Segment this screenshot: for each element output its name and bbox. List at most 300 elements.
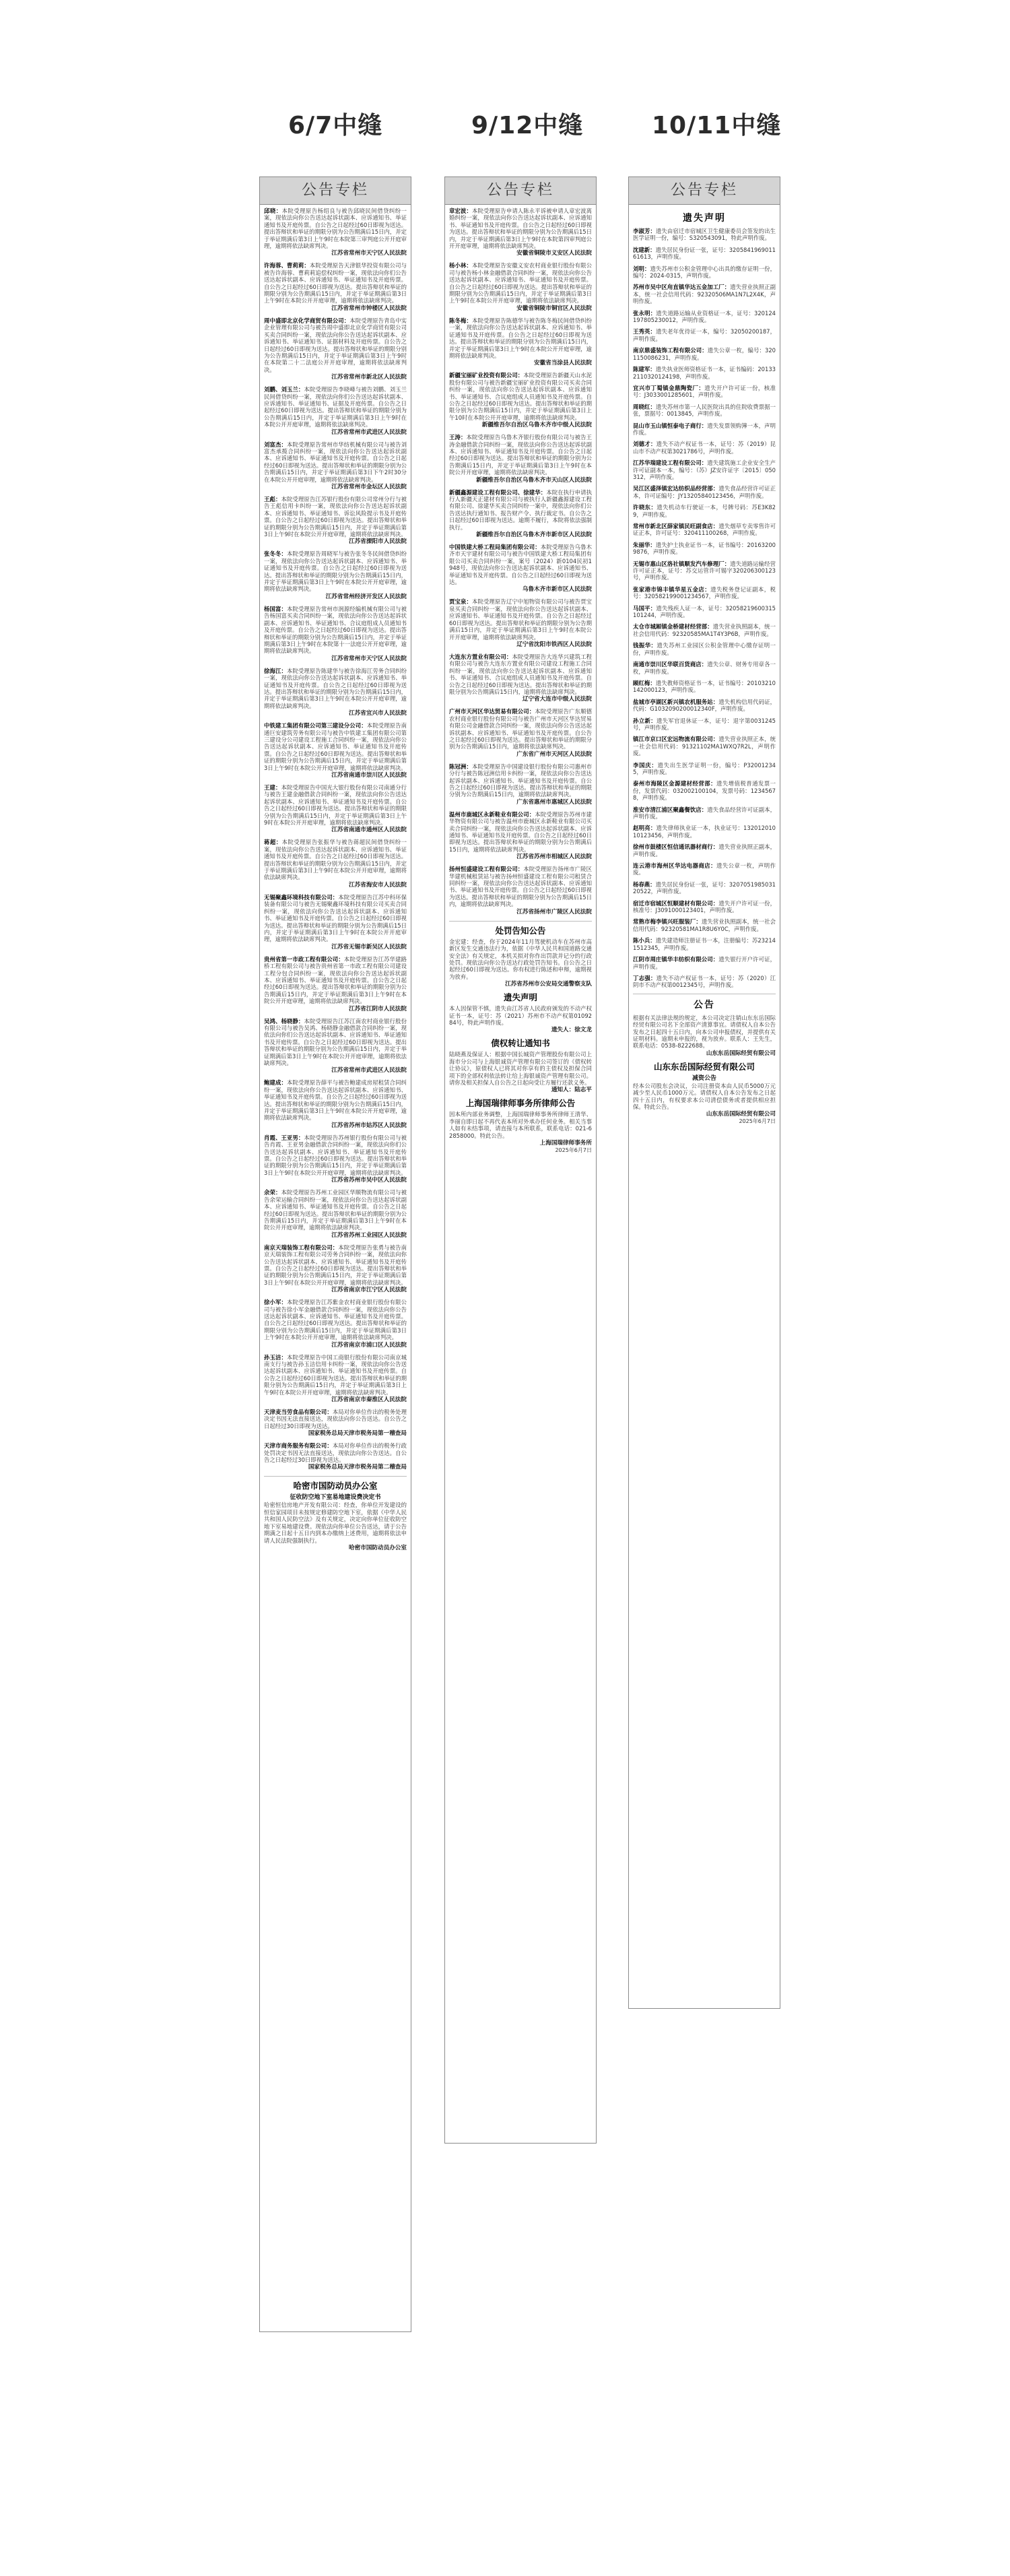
section-title: 遗失声明 <box>503 992 537 1003</box>
notice-item <box>633 247 776 261</box>
notice-signature: 辽宁省大连市中级人民法院 <box>522 696 592 703</box>
notice-addressee: 中国铁建大桥工程局集团有限公司： <box>449 544 541 551</box>
notice-signature: 江苏省苏州工业园区人民法院 <box>331 1231 407 1239</box>
notice-addressee: 周晓红： <box>633 403 656 410</box>
notice-body: 遗失营业执照副本，统一社会信用代码：92320581MA1R8U6Y0C，声明作废。 <box>633 918 776 932</box>
section-title: 山东东岳国际经贸有限公司 <box>653 1061 755 1072</box>
notice-body: 遗失烟草专卖零售许可证正本，许可证号：320411100268，声明作废。 <box>633 523 776 537</box>
section-title: 处罚告知公告 <box>495 925 546 936</box>
notice-addressee: 徐小军： <box>264 1299 287 1306</box>
notice-addressee: 吴鸿、杨晓静： <box>264 1017 304 1025</box>
notice-body: 遗失教师资格证书一本，证书编号：20103210142000123，声明作废。 <box>633 679 776 694</box>
notice-addressee: 张永明： <box>633 309 656 317</box>
section-text: 陆晓燕及保证人：根据中国长城资产管理股份有限公司上海市分公司与上海银诚资产管理有限公司签订的《债权转让协议》，原债权人已将其对你享有的主债权及担保合同项下的全部权利依法转让给上海银诚资产管理有限公司。请你及相关担保人自公告之日起向受让方履行还款义务。 <box>449 1051 592 1086</box>
column-header: 公告专栏 <box>629 177 780 205</box>
notice-item <box>633 265 776 280</box>
notice-text <box>264 1442 407 1463</box>
notice-item <box>633 806 776 820</box>
section-date: 2025年6月7日 <box>555 1147 592 1153</box>
notice-item <box>264 550 407 600</box>
section-text: 哈密恒信房地产开发有限公司：经查，你单位开发建设的恒信家园项目未按规定修建防空地下室，依据《中华人民共和国人民防空法》及有关规定，决定向你单位征收防空地下室易地建设费。现依法向你单位公告送达，请于公告期满之日起十五日内到本办缴纳上述费用，逾期将依法申请人民法院强制执行。 <box>264 1502 407 1544</box>
notice-addressee: 南京天瑞装饰工程有限公司： <box>264 1244 339 1251</box>
notice-addressee: 吴江区盛泽镇宏达纺织品经营部： <box>633 485 719 492</box>
notice-signature: 江苏省常州市钟楼区人民法院 <box>331 304 407 312</box>
column-body <box>260 205 411 1557</box>
section-text: 金宏建：经查，你于2024年11月驾驶机动车在苏州市高新区发生交通违法行为，依据《中华人民共和国道路交通安全法》有关规定，本机关拟对你作出罚款并记分的行政处罚。现依法向你公告送达行政处罚告知书。自公告之日起经过60日即视为送达。你有权进行陈述和申辩，逾期视为放弃。 <box>449 938 592 980</box>
notice-item <box>633 284 776 304</box>
notice-body: 遗失食品经营许可证副本，声明作废。 <box>633 806 776 820</box>
notice-item <box>633 366 776 380</box>
notice-body: 遗失居民身份证一张，证号：320584196901161613，声明作废。 <box>633 246 776 261</box>
notice-body: 本院受理原告申请人陈永平诉被申请人章宏波离婚纠纷一案，现依法向你公告送达起诉状副本、应诉通知书、举证通知书及开庭传票。自公告之日起经过60日即视为送达。提出答辩状和举证的期限分别为公告期满后15日内，并定于举证期满后第3日上午9时在本院第四审判庭公开开庭审理，逾期将依法缺席判决。 <box>449 207 592 250</box>
notice-signature: 江苏省常州市天宁区人民法院 <box>331 655 407 662</box>
notice-item <box>264 668 407 717</box>
notice-text <box>449 763 592 798</box>
section-text: 因本所内部业务调整，上海国瑞律师事务所律师王清华、李丽自即日起不再代表本所对外承办任何业务。相关当事人如有未结事项，请直接与本所联系，联系电话：021-62858000。特此公告。 <box>449 1111 592 1139</box>
notice-text <box>449 653 592 695</box>
notice-addressee: 马国平： <box>633 604 656 612</box>
notice-body: 本院受理原告南通巨安建筑劳务有限公司与被告中铁建工集团有限公司第三建设分公司建设工程施工合同纠纷一案，现依法向你公告送达起诉状副本、应诉通知书、举证通知书及开庭传票。自公告之日起经过60日即视为送达。提出答辩状和举证的期限分别为公告期满后15日内，并定于举证期满后第3日上午9时在本院公开开庭审理，逾期将依法缺席判决。 <box>264 722 407 771</box>
notice-body: 遗失苏州市第一人民医院出具的住院收费票据一张，票据号：0013845，声明作废。 <box>633 403 776 418</box>
notice-addressee: 刘明： <box>633 265 650 272</box>
notice-text <box>449 544 592 585</box>
column-body <box>445 205 596 1159</box>
notice-text <box>264 784 407 826</box>
notice-item <box>633 523 776 537</box>
section-text: 根据有关法律法规的规定，本公司决定注销山东东岳国际经贸有限公司名下全部资产清算事宜。请债权人自本公告发布之日起四十五日内，向本公司申报债权，并提供有关证明材料。逾期未申报的，视为放弃。联系人：王先生，联系电话：0538-8222688。 <box>633 1014 776 1050</box>
notice-body: 遗失开户许可证一份，核准号：J3033001285601，声明作废。 <box>633 384 776 399</box>
notice-item <box>633 560 776 581</box>
notice-text <box>633 661 776 675</box>
notice-body: 本院受理原告江苏江南农村商业银行股份有限公司与被告吴鸿、杨晓静金融借款合同纠纷一案，现依法向你们公告送达起诉状副本、应诉通知书、举证通知书及开庭传票。自公告之日起经过60日即视为送达。提出答辩状和举证的期限分别为公告期满后15日内，并定于举证期满后第3日上午9时在本院公开开庭审理，逾期将依法缺席判决。 <box>264 1017 407 1066</box>
notice-signature: 广东省惠州市惠城区人民法院 <box>516 798 592 806</box>
notice-item <box>264 1244 407 1294</box>
notice-text <box>449 708 592 750</box>
notice-text <box>264 839 407 880</box>
notice-item <box>449 207 592 257</box>
notice-item <box>449 489 592 539</box>
notice-item <box>264 496 407 546</box>
notice-text <box>633 228 776 242</box>
notice-text <box>633 680 776 694</box>
column-title-2: 9/12中缝 <box>471 112 584 139</box>
notice-body: 本院受理原告江苏中科环保装备有限公司与被告无锡聚鑫环境科技有限公司买卖合同纠纷一案，现依法向你公告送达起诉状副本、应诉通知书、举证通知书及开庭传票。自公告之日起经过60日即视为送达。提出答辩状和举证的期限分别为公告期满后15日内，并定于举证期满后第3日上午9时在本院公开开庭审理，逾期将依法缺席判决。 <box>264 893 407 943</box>
notice-addressee: 蒋超： <box>264 839 282 846</box>
column-body <box>629 205 780 1130</box>
notice-signature: 江苏省南京市秦淮区人民法院 <box>331 1396 407 1404</box>
notice-body: 本院受理原告苏州银行股份有限公司与被告肖霞、王亚男金融借款合同纠纷一案，现依法向你们公告送达起诉状副本、应诉通知书、举证通知书及开庭传票。自公告之日起经过60日即视为送达。提出答辩状和举证的期限分别为公告期满后15日内，并定于举证期满后第3日上午9时在本院公开开庭审理，逾期将依法缺席判决。 <box>264 1134 407 1176</box>
notice-addressee: 泰州市海陵区金源建材经营部： <box>633 780 716 787</box>
notice-addressee: 张家港市锦丰镇华星五金店： <box>633 585 711 593</box>
section-subtitle: 减资公告 <box>692 1074 716 1082</box>
notice-text <box>633 247 776 261</box>
notice-addressee: 陈冠洲： <box>449 763 472 770</box>
notice-body: 本院受理原告天津银华投资有限公司与被告许海蓉、曹莉莉追偿权纠纷一案，现依法向你们公告送达起诉状副本、应诉通知书、举证通知书及开庭传票。自公告之日起经过60日即视为送达。提出答辩状和举证的期限分别为公告期满后15日内，并定于举证期满后第3日上午9时在本院公开开庭审理，逾期将依法缺席判决。 <box>264 262 407 304</box>
notice-item <box>449 317 592 367</box>
announcement-column-2 <box>444 176 597 2144</box>
section-signature: 哈密市国防动员办公室 <box>349 1544 407 1551</box>
notice-item <box>633 404 776 418</box>
notice-item <box>633 862 776 876</box>
notice-body: 遗失苏州市公积金管理中心出具的缴存证明一份，编号：2024-0315，声明作废。 <box>633 265 776 280</box>
notice-text <box>264 1354 407 1396</box>
notice-addressee: 孙立新： <box>633 717 656 724</box>
notice-body: 遗失公章、财务专用章各一枚，声明作废。 <box>633 661 776 675</box>
notice-body: 本院受理原告新疆天山水泥股份有限公司与被告新疆宝丽矿业投资有限公司买卖合同纠纷一案，现依法向你公告送达起诉状副本、应诉通知书、举证通知书、合议庭组成人员通知书及开庭传票。自公告之日起经过60日即视为送达。提出答辩状和举证的期限分别为公告期满后15日内，并定于举证期满后第3日上午10时在本院公开开庭审理，逾期将依法缺席判决。 <box>449 372 592 421</box>
notice-text <box>633 542 776 556</box>
notice-text <box>264 496 407 538</box>
notice-signature: 江苏省无锡市新吴区人民法院 <box>331 943 407 951</box>
notice-body: 遗失营业执照副本，统一社会信用代码：92320585MA1T4Y3P6B，声明作废。 <box>633 623 776 637</box>
notice-addressee: 徐州市鼓楼区恒信通讯器材商行： <box>633 843 719 851</box>
notice-addressee: 李淑芳： <box>633 228 656 234</box>
notice-body: 遗失军官退休证一本，证号：退字第0031245号，声明作废。 <box>633 717 776 731</box>
notice-item <box>449 811 592 861</box>
notice-body: 遗失老年优待证一本，编号：32050200187，声明作废。 <box>633 328 776 342</box>
notice-text <box>449 866 592 907</box>
notice-addressee: 顾红梅： <box>633 679 656 686</box>
notice-addressee: 章宏波： <box>449 207 472 214</box>
notice-body: 本院受理原告安徽义安农村商业银行股份有限公司与被告杨小林金融借款合同纠纷一案，现依法向你公告送达起诉状副本、应诉通知书、举证通知书及开庭传票。自公告之日起经过60日即视为送达。提出答辩状和举证的期限分别为公告期满后15日内，并定于举证期满后第3日上午9时在本院公开开庭审理，逾期将依法缺席判决。 <box>449 262 592 304</box>
notice-item <box>264 784 407 834</box>
notice-addressee: 太仓市城厢镇金桥建材经营部： <box>633 623 713 631</box>
notice-signature: 江苏省江阴市人民法院 <box>349 1005 407 1012</box>
notice-signature: 江苏省南通市通州区人民法院 <box>331 827 407 834</box>
notice-item <box>264 207 407 257</box>
notice-signature: 江苏省南京市江宁区人民法院 <box>331 1287 407 1294</box>
notice-body: 本院受理原告青岛中实企业管理有限公司与被告周中盛即北京化学商贸有限公司买卖合同纠纷一案，现依法向你公告送达起诉状副本、应诉通知书、举证通知书、证据材料及开庭传票。自公告之日起经过60日即视为送达。提出答辩状和举证的期限分别为公告期满后15日内，并定于举证期满后第3日上午9时在本院第二十二法庭公开开庭审理，逾期将依法缺席判决。 <box>264 317 407 373</box>
notice-body: 本院受理原告张振华与被告蒋超民间借贷纠纷一案，现依法向你公告送达起诉状副本、应诉通知书、举证通知书及开庭传票。自公告之日起经过60日即视为送达。提出答辩状和举证的期限分别为公告期满后15日内，并定于举证期满后第3日上午9时在本院公开开庭审理，逾期将依法缺席判决。 <box>264 839 407 881</box>
notice-body: 本院在执行申请执行人新疆天正建材有限公司与被执行人新疆鑫源建设工程有限公司、徐建华买卖合同纠纷一案中，现依法向你们公告送达执行通知书、报告财产令、执行裁定书。自公告之日起经过60日即视为送达。逾期不履行，本院将依法强制执行。 <box>449 488 592 531</box>
divider <box>449 921 592 922</box>
notice-text <box>633 956 776 970</box>
notice-signature: 江苏省常州市天宁区人民法院 <box>331 250 407 257</box>
notice-item <box>633 661 776 675</box>
notice-body: 本院受理原告广东顺德农村商业银行股份有限公司与被告广州市天河区华达贸易有限公司金融借款合同纠纷一案，现依法向你公告送达起诉状副本、应诉通知书、举证通知书及开庭传票。自公告之日起经过60日即视为送达。提出答辩状和举证的期限分别为公告期满后15日内，逾期将依法缺席判决。 <box>449 708 592 750</box>
notice-text <box>633 404 776 418</box>
notice-item <box>633 504 776 518</box>
notice-addressee: 丁志强： <box>633 974 656 981</box>
notice-text <box>633 605 776 619</box>
notice-text <box>449 317 592 359</box>
notice-text <box>633 284 776 304</box>
notice-item <box>633 328 776 342</box>
notice-addressee: 杨小林： <box>449 262 472 269</box>
notice-text <box>449 598 592 640</box>
notice-item <box>633 699 776 713</box>
section-signature: 上海国瑞律师事务所 <box>539 1140 592 1147</box>
notice-text <box>264 1134 407 1176</box>
notice-signature: 国家税务总局天津市税务局第二稽查局 <box>308 1464 407 1471</box>
notice-signature: 江苏省常州经济开发区人民法院 <box>325 593 407 600</box>
announcement-column-3 <box>628 176 780 2009</box>
notice-text <box>633 975 776 989</box>
notice-signature: 新疆维吾尔自治区乌鲁木齐市中级人民法院 <box>481 422 592 429</box>
notice-addressee: 广州市天河区华达贸易有限公司： <box>449 708 535 715</box>
section-text: 本人因保管不慎，遗失由江苏省人民政府颁发的不动产权证书一本，证号：苏（2021）苏州市不动产权第0109284号，特此声明作废。 <box>449 1005 592 1026</box>
notice-addressee: 许晓东： <box>633 504 657 511</box>
notice-signature: 乌鲁木齐市新市区人民法院 <box>522 586 592 593</box>
divider <box>264 1476 407 1477</box>
section-text: 经本公司股东会决议，公司注册资本由人民币5000万元减少至人民币1000万元。请债权人自本公告发布之日起四十五日内，有权要求本公司清偿债务或者提供相应担保。特此公告。 <box>633 1082 776 1110</box>
notice-signature: 江苏省扬州市广陵区人民法院 <box>516 908 592 915</box>
notice-text <box>633 937 776 951</box>
notice-text <box>633 736 776 756</box>
notice-text <box>633 385 776 399</box>
notice-addressee: 常熟市梅李镇兴旺服装厂： <box>633 918 702 926</box>
notice-body: 本院受理原告常州市润源经编机械有限公司与被告杨国富买卖合同纠纷一案，现依法向你公告送达起诉状副本、应诉通知书、举证通知书、合议庭组成人员通知书及开庭传票。自公告之日起经过60日即视为送达。提出答辩状和举证的期限分别为公告期满后15日内，并定于举证期满后第3日上午9时在本院第十一法庭公开开庭审理，逾期将依法缺席判决。 <box>264 605 407 655</box>
notice-addressee: 孙玉洁： <box>264 1353 287 1361</box>
notice-addressee: 无锡聚鑫环境科技有限公司： <box>264 893 339 901</box>
announcement-column-1 <box>259 176 411 2332</box>
notice-text <box>264 1079 407 1121</box>
section-signature: 通知人：陆志平 <box>551 1087 592 1094</box>
notice-body: 遗失开户许可证一份，核准号：J3091000123401，声明作废。 <box>633 899 776 914</box>
notice-item <box>264 1134 407 1184</box>
section-title: 债权转让通知书 <box>491 1038 550 1049</box>
notice-addressee: 贵州省第一市政工程有限公司： <box>264 955 344 963</box>
notice-text <box>264 441 407 483</box>
notice-signature: 江苏省宜兴市人民法院 <box>349 710 407 717</box>
notice-text <box>264 956 407 1005</box>
notice-body: 本院受理原告常州市华纺机械有限公司与被告刘富杰承揽合同纠纷一案，现依法向你公告送达起诉状副本、应诉通知书、举证通知书及开庭传票。自公告之日起经过60日即视为送达。提出答辩状和举证的期限分别为公告期满后15日内，并定于举证期满后第3日下午2时30分在本院公开开庭审理，逾期将依法缺席判决。 <box>264 441 407 483</box>
notice-item <box>264 956 407 1013</box>
notice-text <box>633 523 776 537</box>
notice-signature: 国家税务总局天津市税务局第一稽查局 <box>308 1430 407 1438</box>
notice-addressee: 鲍建成： <box>264 1079 287 1087</box>
notice-item <box>633 347 776 361</box>
notice-text <box>633 900 776 914</box>
notice-body: 本院受理原告陈建华与被告徐海江劳务合同纠纷一案，现依法向你公告送达起诉状副本、应诉通知书、举证通知书及开庭传票。自公告之日起经过60日即视为送达。提出答辩状和举证的期限分别为公告期满后15日内，并定于举证期满后第3日上午9时在本院公开开庭审理，逾期将依法缺席判决。 <box>264 667 407 709</box>
notice-item <box>633 825 776 839</box>
notice-text <box>633 762 776 776</box>
notice-body: 本院受理原告杨绍良与被告邱晓民间借贷纠纷一案，现依法向你公告送达起诉状副本、应诉通知书、举证通知书及开庭传票。自公告之日起经过60日即视为送达。提出答辩状和举证的期限分别为公告期满后15日内，并定于举证期满后第3日上午9时在本院第三审判庭公开开庭审理，逾期将依法缺席判决。 <box>264 207 407 250</box>
notice-addressee: 镇江市京口区宏远物流有限公司： <box>633 736 719 743</box>
notice-text <box>633 806 776 820</box>
notice-item <box>633 843 776 858</box>
notice-body: 本院受理原告江苏紫金农村商业银行股份有限公司与被告徐小军金融借款合同纠纷一案，现依法向你公告送达起诉状副本、应诉通知书、举证通知书及开庭传票。自公告之日起经过60日即视为送达。提出答辩状和举证的期限分别为公告期满后15日内，并定于举证期满后第3日上午9时在本院公开开庭审理，逾期将依法缺席判决。 <box>264 1299 407 1341</box>
notice-body: 遗失发票领购簿一本，声明作废。 <box>633 422 776 436</box>
notice-body: 遗失居民身份证一张，证号：320705198503120522，声明作废。 <box>633 880 776 895</box>
notice-body: 遗失税务登记证副本，税号：320582199001234567，声明作废。 <box>633 585 776 600</box>
notice-text <box>633 441 776 455</box>
notice-item <box>633 385 776 399</box>
section-signature: 江苏省苏州市公安局交通警察支队 <box>505 981 592 988</box>
notice-signature: 辽宁省沈阳市铁西区人民法院 <box>516 641 592 648</box>
notice-body: 遗失护士执业证书一本，证书编号：201632009876，声明作废。 <box>633 541 776 556</box>
notice-addressee: 苏州市吴中区甪直镇华达五金加工厂： <box>633 284 731 291</box>
notice-addressee: 张冬冬： <box>264 550 287 558</box>
notice-addressee: 赵明亮： <box>633 825 656 832</box>
notice-addressee: 刘德才： <box>633 441 656 448</box>
notice-signature: 江苏省苏州市姑苏区人民法院 <box>331 1122 407 1129</box>
notice-body: 遗失建筑施工企业安全生产许可证副本一本，编号：（苏）JZ安许证字〔2015〕050312，声明作废。 <box>633 459 776 480</box>
notice-body: 遗失建造师注册证书一本，注册编号：苏232141512345，声明作废。 <box>633 937 776 951</box>
notice-body: 遗失道路运输从业资格证一本，证号：320124197805230012，声明作废。 <box>633 309 776 324</box>
notice-item <box>633 780 776 801</box>
notice-body: 本院受理原告中国光大银行股份有限公司南通分行与被告王建金融借款合同纠纷一案，现依法向你公告送达起诉状副本、应诉通知书、举证通知书及开庭传票。自公告之日起经过60日即视为送达。提出答辩状和举证的期限分别为公告期满后15日内，并定于举证期满后第3日上午9时在本院公开开庭审理，逾期将依法缺席判决。 <box>264 784 407 827</box>
notice-addressee: 王秀英： <box>633 328 656 335</box>
notice-addressee: 连云港市海州区华达电器商店： <box>633 862 716 870</box>
notice-body: 遗失机构信用代码证，代码：G1032090200012340F，声明作废。 <box>633 698 776 713</box>
notice-text <box>633 485 776 499</box>
notice-body: 本院受理原告中国工商银行股份有限公司南京城南支行与被告孙玉洁信用卡纠纷一案，现依法向你公告送达起诉状副本、应诉通知书、举证通知书及开庭传票。自公告之日起经过60日即视为送达。提出答辩状和举证的期限分别为公告期满后15日内，并定于举证期满后第3日上午9时在本院公开开庭审理，逾期将依法缺席判决。 <box>264 1353 407 1396</box>
notice-item <box>264 1189 407 1239</box>
notice-body: 遗失食品经营许可证正本，许可证编号：JY13205840123456，声明作废。 <box>633 485 776 499</box>
notice-text <box>633 560 776 581</box>
notice-text <box>264 1244 407 1286</box>
notice-body: 遗失执业医师资格证书一本，证书编码：201332110320124198，声明作废。 <box>633 366 776 380</box>
notice-text <box>449 262 592 304</box>
notice-addressee: 余荣： <box>264 1189 281 1196</box>
notice-body: 遗失不动产权证书一本，证号：苏（2020）江阴市不动产权第0012345号，声明作废。 <box>633 974 776 989</box>
notice-item <box>633 422 776 437</box>
notice-item <box>449 372 592 429</box>
notice-text <box>633 459 776 480</box>
notice-text <box>264 1299 407 1341</box>
notice-item <box>633 623 776 637</box>
notice-addressee: 周中盛即北京化学商贸有限公司： <box>264 317 350 324</box>
notice-body: 本院受理原告大连华兴建筑工程有限公司与被告大连东方置业有限公司建设工程施工合同纠纷一案，现依法向你公告送达起诉状副本、应诉通知书、举证通知书、合议庭组成人员通知书及开庭传票。自公告之日起经过60日即视为送达。提出答辩状和举证的期限分别为公告期满后15日内，逾期将依法缺席判决。 <box>449 653 592 695</box>
notice-signature: 江苏省常州市武进区人民法院 <box>331 428 407 436</box>
section-title: 遗失声明 <box>683 213 726 224</box>
notice-body: 本局对你单位作出的税务处理决定书因无法直接送达，现依法向你公告送达。自公告之日起经过30日即视为送达。 <box>264 1409 407 1429</box>
notice-body: 遗失机动车行驶证一本，号牌号码：苏E3K829，声明作废。 <box>633 504 776 518</box>
notice-body: 本院受理原告薛平与被告鲍建成房屋租赁合同纠纷一案，现依法向你公告送达起诉状副本、应诉通知书、举证通知书及开庭传票。自公告之日起经过60日即视为送达。提出答辩状和举证的期限分别为公告期满后15日内，并定于举证期满后第3日上午9时在本院公开开庭审理，逾期将依法缺席判决。 <box>264 1079 407 1122</box>
notice-addressee: 邱晓： <box>264 207 282 214</box>
notice-text <box>633 843 776 858</box>
notice-item <box>449 708 592 758</box>
notice-addressee: 沈建新： <box>633 246 656 253</box>
notice-item <box>633 228 776 242</box>
notice-item <box>264 606 407 663</box>
notice-addressee: 陈冬梅： <box>449 317 472 324</box>
notice-text <box>633 862 776 876</box>
column-title-3: 10/11中缝 <box>652 112 782 139</box>
notice-item <box>633 586 776 600</box>
notice-signature: 江苏省南京市浦口区人民法院 <box>331 1341 407 1349</box>
notice-text <box>264 894 407 943</box>
notice-item <box>449 598 592 648</box>
notice-item <box>449 544 592 593</box>
notice-item <box>449 866 592 915</box>
notice-item <box>633 937 776 951</box>
notice-item <box>633 680 776 694</box>
notice-addressee: 王涛： <box>449 434 467 441</box>
notice-body: 本院受理原告周晓军与被告张冬冬民间借贷纠纷一案，现依法向你公告送达起诉状副本、应诉通知书、举证通知书及开庭传票。自公告之日起经过60日即视为送达。提出答辩状和举证的期限分别为公告期满后15日内，并定于举证期满后第3日上午9时在本院公开开庭审理，逾期将依法缺席判决。 <box>264 550 407 593</box>
notice-signature: 江苏省溧阳市人民法院 <box>349 538 407 546</box>
notice-item <box>633 605 776 619</box>
notice-item <box>264 1354 407 1404</box>
notice-body: 遗失律师执业证一本，执业证号：13201201010123456，声明作废。 <box>633 825 776 839</box>
notice-signature: 江苏省常州市新北区人民法院 <box>331 374 407 381</box>
notice-addressee: 李国庆： <box>633 761 658 769</box>
notice-item <box>449 262 592 312</box>
notice-signature: 广东省广州市天河区人民法院 <box>516 750 592 758</box>
section-date: 2025年6月7日 <box>739 1118 776 1125</box>
notice-signature: 安徽省铜陵市义安区人民法院 <box>516 250 592 257</box>
notice-text <box>264 262 407 304</box>
notice-text <box>264 207 407 249</box>
notice-addressee: 盐城市亭湖区新兴镇农机服务站： <box>633 698 719 705</box>
notice-body: 本院受理原告中国建设银行股份有限公司惠州市分行与被告陈冠洲信用卡纠纷一案，现依法向你公告送达起诉状副本、应诉通知书、举证通知书及开庭传票。自公告之日起经过60日即视为送达。提出答辩状和举证的期限分别为公告期满后15日内，逾期将依法缺席判决。 <box>449 763 592 798</box>
notice-body: 本院受理原告陈德华与被告陈冬梅民间借贷纠纷一案，现依法向你公告送达起诉状副本、应诉通知书、举证通知书及开庭传票。自公告之日起经过60日即视为送达。提出答辩状和举证的期限分别为公告期满后15日内，并定于举证期满后第3日上午9时在本院公开开庭审理，逾期将依法缺席判决。 <box>449 317 592 359</box>
notice-addressee: 大连东方置业有限公司： <box>449 653 512 660</box>
notice-body: 遗失道路运输经营许可证正本，证号：苏交运管许可锡字320206300123号，声明作废。 <box>633 560 776 581</box>
notice-addressee: 钱振华： <box>633 642 657 649</box>
notice-addressee: 扬州恒盛建设工程有限公司： <box>449 866 524 873</box>
notice-signature: 新疆维吾尔自治区乌鲁木齐市新市区人民法院 <box>476 532 592 539</box>
notice-addressee: 中铁建工集团有限公司第三建设分公司： <box>264 722 367 730</box>
notice-text <box>264 1409 407 1429</box>
notice-item <box>264 1442 407 1471</box>
notice-item <box>633 485 776 499</box>
notice-item <box>633 900 776 914</box>
notice-addressee: 宿迁市宿城区恒顺建材有限公司： <box>633 899 719 907</box>
notice-addressee: 刘鹏、刘玉兰： <box>264 386 304 393</box>
notice-text <box>633 699 776 713</box>
notice-text <box>633 328 776 342</box>
notice-signature: 新疆维吾尔自治区乌鲁木齐市天山区人民法院 <box>476 476 592 484</box>
notice-text <box>449 434 592 476</box>
column-header: 公告专栏 <box>445 177 596 205</box>
notice-body: 遗失营业执照正副本，声明作废。 <box>633 843 776 858</box>
notice-text <box>264 386 407 428</box>
notice-addressee: 新疆鑫源建设工程有限公司、徐建华： <box>449 488 547 496</box>
notice-item <box>633 459 776 480</box>
notice-item <box>633 310 776 324</box>
notice-item <box>633 736 776 756</box>
notice-signature: 安徽省铜陵市铜官区人民法院 <box>516 304 592 312</box>
notice-body: 遗失由宿迁市宿城区卫生健康委员会签发的出生医学证明一份，编号：S320543091，特此声明作废。 <box>633 228 776 242</box>
notice-body: 本院受理原告辽宁中旭物资有限公司与被告贾宝泉买卖合同纠纷一案，现依法向你公告送达起诉状副本、应诉通知书、举证通知书及开庭传票。自公告之日起经过60日即视为送达。提出答辩状和举证的期限分别为公告期满后15日内，并定于举证期满后第3日上午9时在本院公开开庭审理，逾期将依法缺席判决。 <box>449 598 592 641</box>
notice-item <box>264 839 407 889</box>
notice-text <box>264 606 407 655</box>
notice-text <box>449 372 592 421</box>
notice-signature: 江苏省常州市武进区人民法院 <box>331 1067 407 1074</box>
notice-body: 本院受理原告江苏华建路桥工程有限公司与被告贵州省第一市政工程有限公司建设工程分包合同纠纷一案，现依法向你公告送达起诉状副本、应诉通知书、举证通知书及开庭传票。自公告之日起经过60日即视为送达。提出答辩状和举证的期限分别为公告期满后15日内，并定于举证期满后第3日上午9时在本院公开开庭审理，逾期将依法缺席判决。 <box>264 955 407 1005</box>
notice-addressee: 南京鼎盛装饰工程有限公司： <box>633 347 708 354</box>
notice-addressee: 温州市鹿城区永新鞋业有限公司： <box>449 810 535 818</box>
notice-addressee: 江苏华瑞建设工程有限公司： <box>633 459 708 467</box>
notice-item <box>633 975 776 989</box>
notice-text <box>264 317 407 373</box>
notice-item <box>633 918 776 932</box>
notice-body: 本院受理原告乌鲁木齐银行股份有限公司与被告王涛金融借款合同纠纷一案，现依法向你公告送达起诉状副本、应诉通知书、举证通知书及开庭传票。自公告之日起经过60日即视为送达。提出答辩状和举证的期限分别为公告期满后15日内，并定于举证期满后第3日上午9时在本院公开开庭审理，逾期将依法缺席判决。 <box>449 434 592 476</box>
notice-body: 遗失公章一枚，编号：3201150086231，声明作废。 <box>633 347 776 361</box>
notice-addressee: 常州市新北区薛家镇民旺副食店： <box>633 523 719 529</box>
notice-addressee: 杨国富： <box>264 605 287 612</box>
notice-signature: 江苏省常州市金坛区人民法院 <box>331 484 407 490</box>
notice-addressee: 无锡市惠山区洛社镇顺发汽车修理厂： <box>633 560 731 567</box>
notice-item <box>264 1079 407 1129</box>
column-header: 公告专栏 <box>260 177 411 205</box>
notice-text <box>264 1018 407 1067</box>
notice-addressee: 杨春燕： <box>633 880 656 888</box>
notice-addressee: 肖霞、王亚男： <box>264 1134 304 1141</box>
notice-text <box>633 717 776 732</box>
notice-addressee: 刘富杰： <box>264 441 287 448</box>
notice-body: 本局对你单位作出的税务行政处罚决定书因无法直接送达，现依法向你公告送达。自公告之日起经过30日即视为送达。 <box>264 1442 407 1464</box>
notice-text <box>449 207 592 249</box>
notice-text <box>264 668 407 709</box>
notice-text <box>633 504 776 518</box>
notice-text <box>633 623 776 637</box>
notice-text <box>633 918 776 932</box>
notice-signature: 江苏省南通市崇川区人民法院 <box>331 772 407 779</box>
notice-item <box>449 434 592 484</box>
notice-body: 本院受理原告苏州工业园区华顺物流有限公司与被告余荣运输合同纠纷一案，现依法向你公告送达起诉状副本、应诉通知书、举证通知书及开庭传票。自公告之日起经过60日即视为送达。提出答辩状和举证的期限分别为公告期满后15日内，并定于举证期满后第3日上午9时在本院公开开庭审理，逾期将依法缺席判决。 <box>264 1189 407 1231</box>
